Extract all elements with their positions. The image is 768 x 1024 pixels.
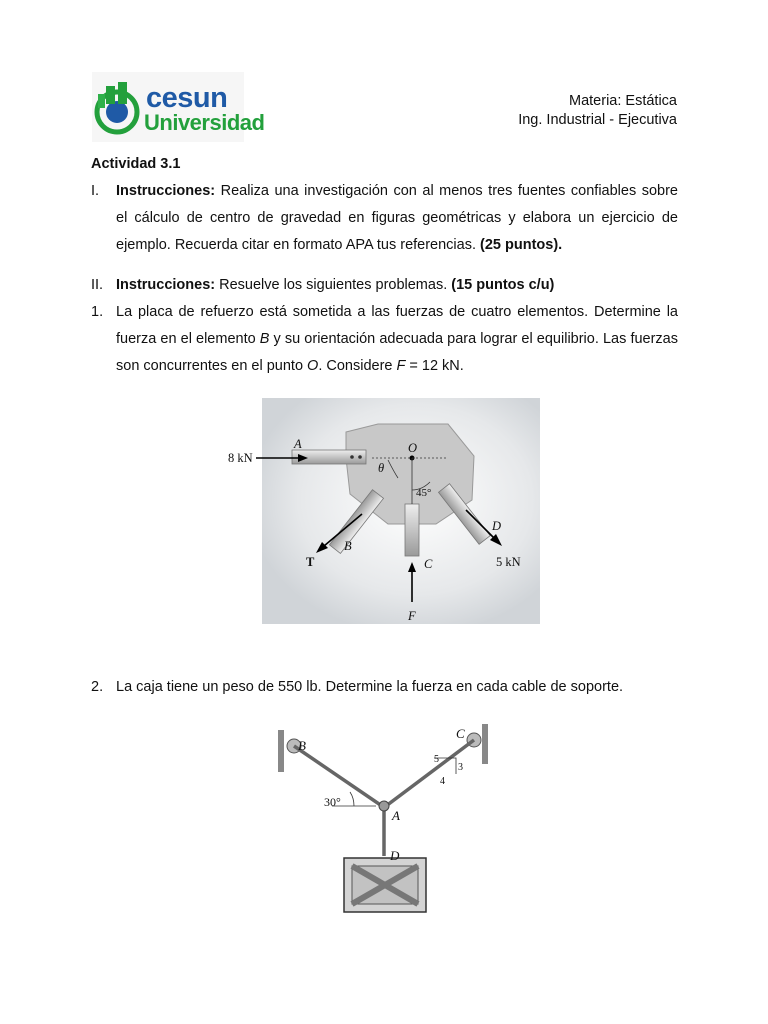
- label-o: O: [408, 441, 418, 455]
- problem-1-var-f: F: [396, 358, 406, 374]
- problem-1-statement: [116, 299, 678, 380]
- slope-5: 5: [434, 754, 439, 765]
- cable-ac: [386, 740, 474, 806]
- section-2-text: Resuelve los siguientes problemas.: [215, 277, 452, 293]
- problem-2-number: 2.: [91, 679, 104, 695]
- gusset-plate-figure: [222, 396, 546, 626]
- section-1-instructions: [116, 178, 678, 259]
- label-c2: C: [456, 726, 465, 741]
- problem-1-text-2: y su orientación adecuada para lograr el equilibrio. Las fuerzas son concurrentes en el punto: [116, 331, 678, 374]
- label-a: A: [294, 437, 302, 451]
- logo-wordmark-bottom: Universidad: [144, 110, 265, 135]
- problem-1-text-3: . Considere: [318, 358, 397, 374]
- section-1-points: (25 puntos).: [480, 237, 563, 253]
- label-f: F: [408, 609, 416, 623]
- member-c: [405, 504, 419, 556]
- force-d-value: 5 kN: [496, 555, 521, 569]
- subject-label: Materia: Estática: [569, 93, 677, 109]
- label-d2: D: [390, 848, 400, 863]
- label-angle-45: 45°: [416, 487, 432, 499]
- problem-1-text-4: = 12 kN.: [405, 358, 464, 374]
- ring-a: [379, 801, 389, 811]
- label-b: B: [344, 539, 352, 553]
- slope-3: 3: [458, 762, 463, 773]
- label-theta: θ: [378, 461, 385, 475]
- crate-cables-figure: [272, 718, 502, 918]
- label-b2: B: [298, 738, 306, 753]
- label-d: D: [492, 519, 502, 533]
- angle-label-30: 30°: [324, 795, 341, 809]
- section-2-points: (15 puntos c/u): [451, 277, 555, 293]
- section-numeral-1: I.: [91, 183, 100, 199]
- problem-1-var-o: O: [307, 358, 319, 374]
- support-b-wall: [278, 730, 284, 772]
- label-a2: A: [392, 808, 400, 823]
- section-numeral-2: II.: [91, 277, 104, 293]
- activity-title: Actividad 3.1: [91, 156, 181, 172]
- problem-1-var-b: B: [259, 331, 270, 347]
- section-1-label: Instrucciones:: [116, 183, 216, 199]
- force-a-value: 8 kN: [228, 451, 253, 465]
- problem-1-number: 1.: [91, 304, 104, 320]
- section-2-instructions: [116, 272, 678, 299]
- section-1-text: Realiza una investigación con al menos tres fuentes confiables sobre el cálculo de centro de gravedad en figuras geométricas y elabora un ejercicio de ejemplo. Recuerda citar en formato APA tus referencias.: [116, 183, 678, 253]
- label-c: C: [424, 557, 433, 571]
- support-c-wall: [482, 724, 488, 764]
- slope-4: 4: [440, 776, 445, 787]
- problem-2-statement: La caja tiene un peso de 550 lb. Determine la fuerza en cada cable de soporte.: [116, 679, 624, 695]
- logo-wordmark-top: cesun: [146, 82, 228, 114]
- section-2-label: Instrucciones:: [116, 277, 216, 293]
- label-t: T: [306, 555, 315, 569]
- problem-1-text-1: La placa de refuerzo está sometida a las fuerzas de cuatro elementos. Determine la fuerza en el elemento: [116, 304, 678, 347]
- course-header: [518, 92, 677, 130]
- program-label: Ing. Industrial - Ejecutiva: [518, 112, 677, 128]
